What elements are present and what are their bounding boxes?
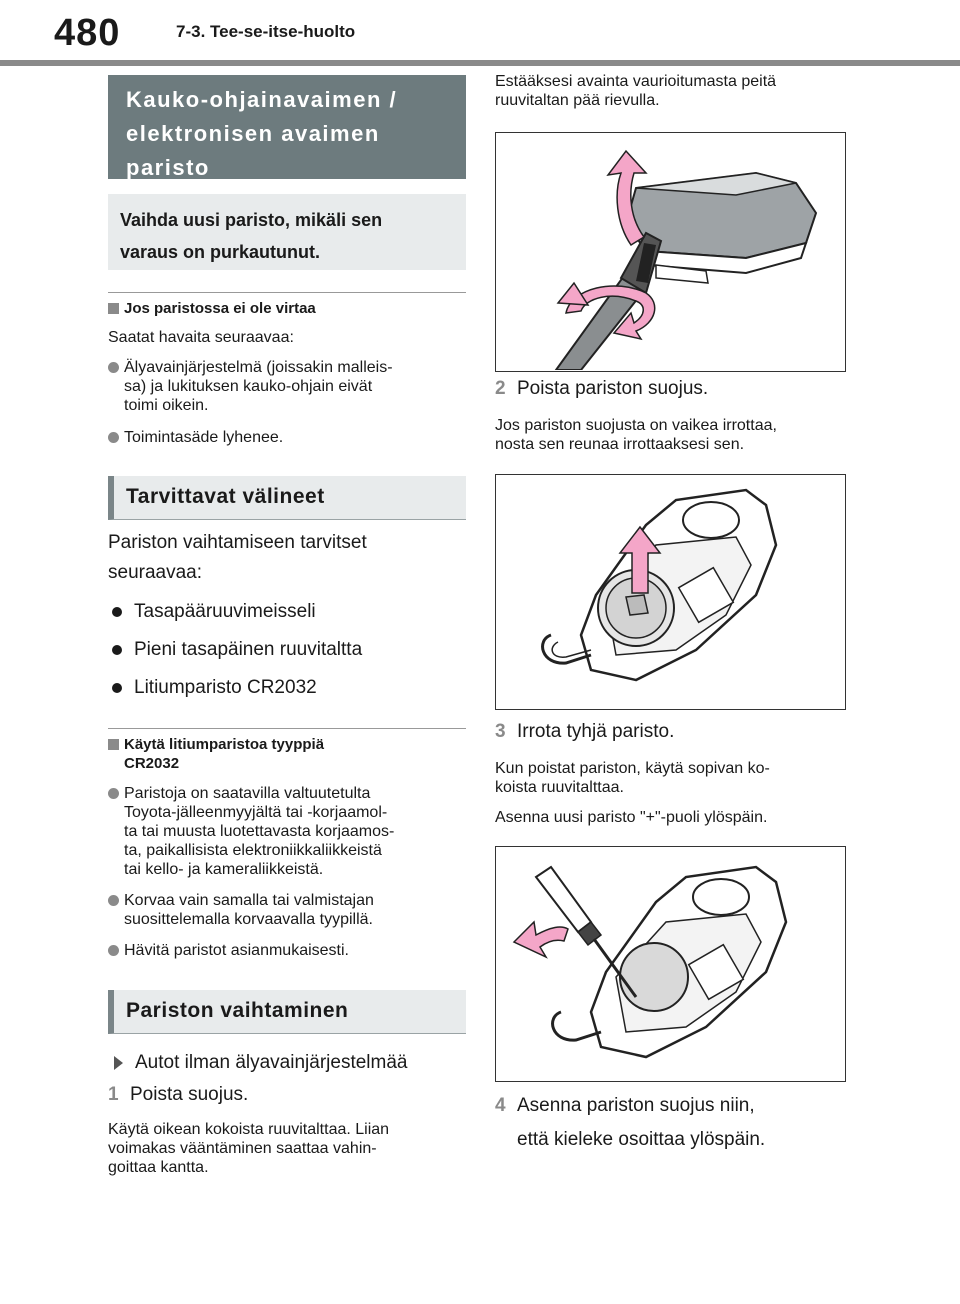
- no-power-intro: Saatat havaita seuraavaa:: [108, 329, 294, 346]
- step-1-note: [108, 1120, 466, 1177]
- step-3: [495, 717, 674, 747]
- page-number: 480: [54, 12, 121, 54]
- battery-type-heading-line: Käytä litiumparistoa tyyppiä: [124, 736, 325, 753]
- circle-bullet-icon: [108, 788, 119, 799]
- replacing-heading: Pariston vaihtaminen: [108, 990, 466, 1034]
- bullet-line: tai kello- ja kameraliikkeistä.: [124, 861, 324, 878]
- subsection-label: Autot ilman älyavainjärjestelmää: [135, 1052, 408, 1073]
- step-number: 3: [495, 721, 506, 742]
- bullet-icon: [112, 607, 122, 617]
- step-1: [108, 1080, 466, 1110]
- topic-title-line: Kauko-ohjainavaimen /: [126, 87, 398, 112]
- note-line: Jos pariston suojusta on vaikea irrottaa,: [495, 417, 777, 434]
- figure-remove-cover: [495, 132, 846, 372]
- key-open-illustration: [496, 475, 844, 708]
- circle-bullet-icon: [108, 895, 119, 906]
- step-number: 4: [495, 1095, 506, 1116]
- figure-remove-battery-cover: [495, 474, 846, 710]
- info-line: Vaihda uusi paristo, mikäli sen: [120, 210, 383, 230]
- info-line: varaus on purkautunut.: [120, 242, 321, 262]
- bullet-line: Toyota-jälleenmyyjältä tai -korjaamol-: [124, 804, 388, 821]
- tool-item-label: Litiumparisto CR2032: [134, 677, 317, 698]
- intro-line: ruuvitaltan pää rievulla.: [495, 92, 660, 109]
- bullet-line: suosittelemalla korvaavalla tyypillä.: [124, 911, 373, 928]
- list-item: [108, 891, 466, 929]
- bullet-line: toimi oikein.: [124, 397, 209, 414]
- right-intro: [495, 72, 850, 110]
- tool-item: [108, 600, 466, 624]
- section-title: 7-3. Tee-se-itse-huolto: [176, 22, 356, 41]
- tool-item-label: Pieni tasapäinen ruuvitaltta: [134, 639, 363, 660]
- bullet-line: sa) ja lukituksen kauko-ohjain eivät: [124, 378, 373, 395]
- step-number: 2: [495, 378, 506, 399]
- tool-item-label: Tasapääruuvimeisseli: [134, 601, 316, 622]
- note-line: koista ruuvitalttaa.: [495, 779, 624, 796]
- bullet-line: ta tai muusta luotettavasta korjaamos-: [124, 823, 395, 840]
- step-number: 1: [108, 1084, 119, 1105]
- battery-type-heading-line: CR2032: [124, 755, 180, 772]
- step-4: [495, 1089, 765, 1157]
- tool-item: [108, 638, 466, 662]
- bullet-line: Hävitä paristot asianmukaisesti.: [124, 942, 349, 959]
- circle-bullet-icon: [108, 362, 119, 373]
- triangle-bullet-icon: [114, 1056, 123, 1070]
- circle-bullet-icon: [108, 432, 119, 443]
- subsection-heading: [108, 1051, 466, 1075]
- circle-bullet-icon: [108, 945, 119, 956]
- square-bullet-icon: [108, 739, 119, 750]
- list-item: [108, 941, 466, 960]
- step-text: Poista pariston suojus.: [517, 378, 709, 399]
- topic-title-line: paristo: [126, 155, 210, 180]
- step-2-note: [495, 416, 850, 454]
- square-bullet-icon: [108, 303, 119, 314]
- step-text-line: että kieleke osoittaa ylöspäin.: [517, 1129, 766, 1150]
- list-item: [108, 428, 466, 447]
- tool-item: [108, 676, 466, 700]
- list-item: [108, 784, 466, 879]
- bullet-line: Paristoja on saatavilla valtuutetulta: [124, 785, 371, 802]
- header-rule: [0, 60, 960, 66]
- bullet-line: ta, paikallisista elektroniikkaliikkeistä: [124, 842, 382, 859]
- bullet-line: Toimintasäde lyhenee.: [124, 429, 284, 446]
- no-power-heading-text: Jos paristossa ei ole virtaa: [124, 300, 316, 317]
- tools-intro-line: Pariston vaihtamiseen tarvitset: [108, 532, 367, 553]
- step-2: [495, 374, 708, 404]
- note-line: Kun poistat pariston, käytä sopivan ko-: [495, 760, 770, 777]
- note-line: goittaa kantta.: [108, 1159, 209, 1176]
- list-item: [108, 358, 466, 415]
- bullet-icon: [112, 645, 122, 655]
- key-pry-illustration: [496, 133, 844, 370]
- left-column: [108, 75, 466, 1177]
- step-text-line: Asenna pariston suojus niin,: [517, 1095, 755, 1116]
- step-3-note: [495, 759, 850, 797]
- note-line: voimakas vääntäminen saattaa vahin-: [108, 1140, 377, 1157]
- step-3-note-2: Asenna uusi paristo "+"-puoli ylöspäin.: [495, 809, 768, 826]
- battery-type-heading: [108, 728, 466, 773]
- tools-intro-line: seuraavaa:: [108, 562, 203, 583]
- note-line: Käytä oikean kokoista ruuvitalttaa. Liian: [108, 1121, 390, 1138]
- topic-title-box: [108, 75, 466, 179]
- bullet-icon: [112, 683, 122, 693]
- tools-heading: Tarvittavat välineet: [108, 476, 466, 520]
- no-power-heading: [108, 292, 466, 318]
- intro-line: Estääksesi avainta vaurioitumasta peitä: [495, 73, 777, 90]
- step-text: Irrota tyhjä paristo.: [517, 721, 675, 742]
- topic-title-line: elektronisen avaimen: [126, 121, 380, 146]
- figure-remove-battery: [495, 846, 846, 1082]
- note-line: nosta sen reunaa irrottaaksesi sen.: [495, 436, 745, 453]
- step-text: Poista suojus.: [130, 1084, 249, 1105]
- info-box: [108, 194, 466, 270]
- tools-intro: [108, 528, 466, 588]
- bullet-line: Korvaa vain samalla tai valmistajan: [124, 892, 374, 909]
- bullet-line: Älyavainjärjestelmä (joissakin malleis-: [124, 359, 393, 376]
- key-battery-illustration: [496, 847, 844, 1080]
